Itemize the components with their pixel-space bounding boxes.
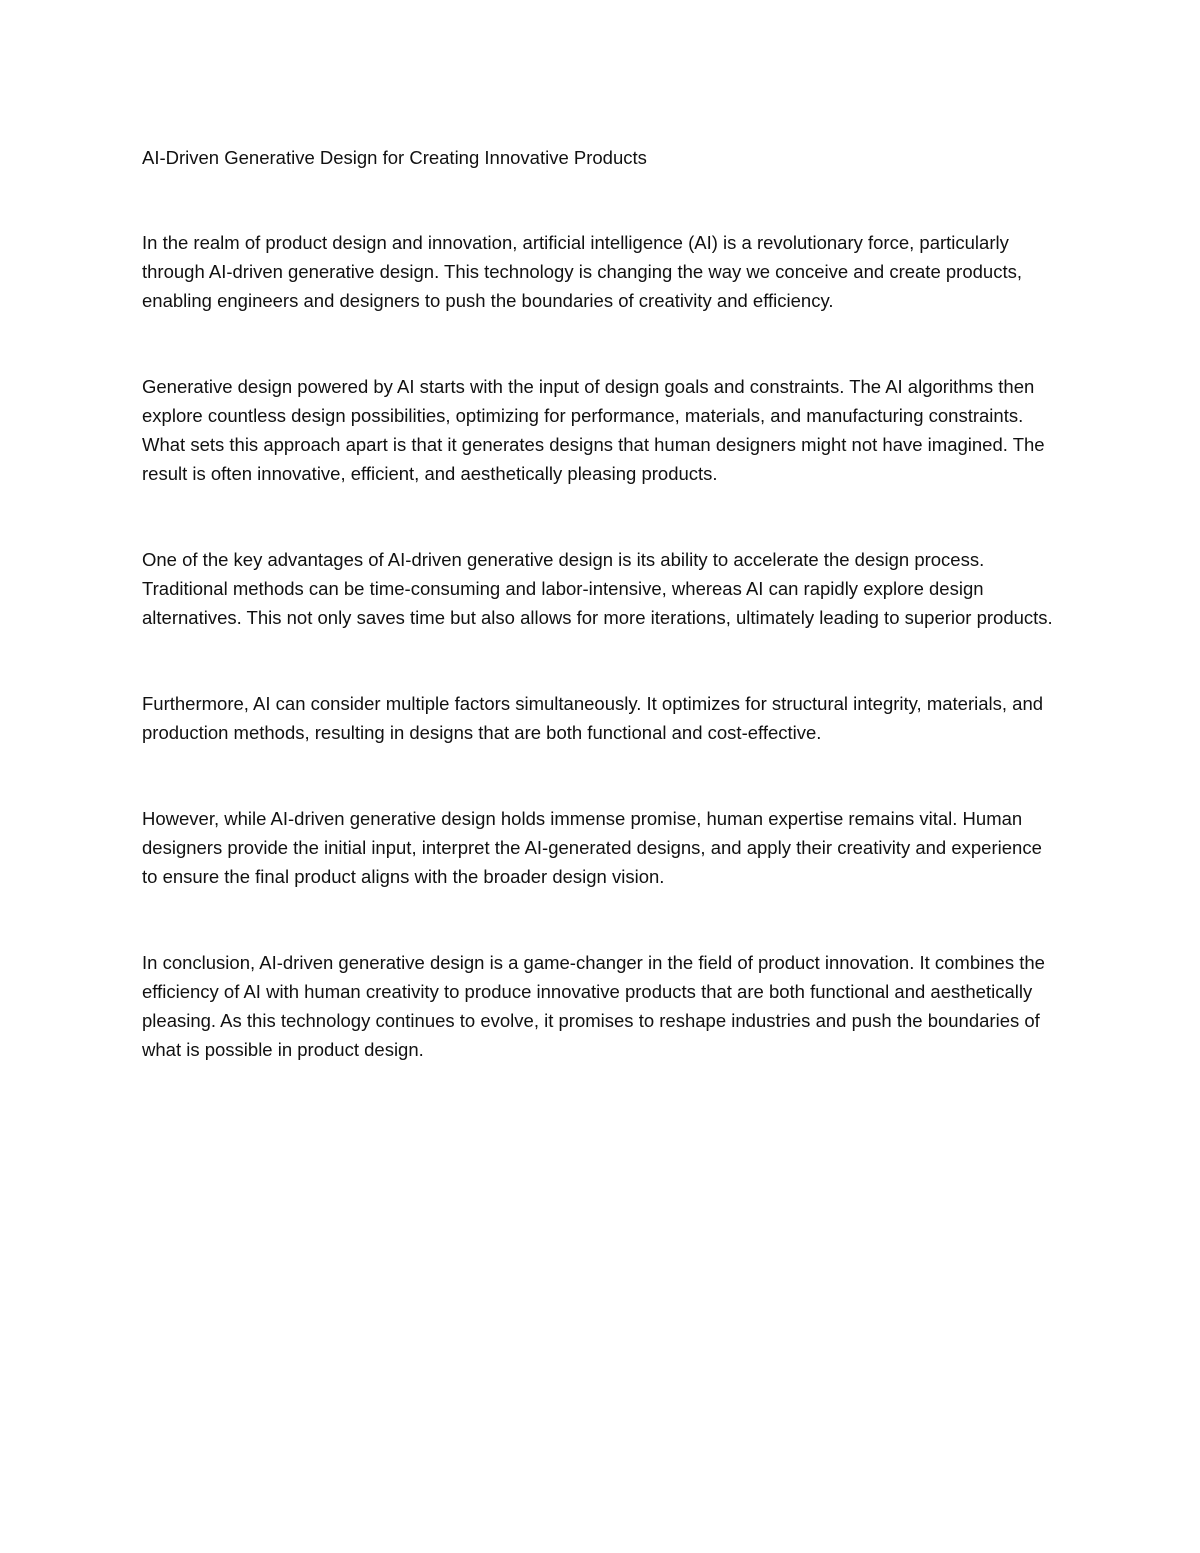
paragraph-how-it-works: Generative design powered by AI starts with the input of design goals and constraints. The AI algorithms then explore countless design possibilities, optimizing for performance, materials, and manufacturing constraints. What sets this approach apart is that it generates designs that human designers might not have imagined. The result is often innovative, efficient, and aesthetically pleasing products. <box>142 376 1045 484</box>
paragraph-conclusion: In conclusion, AI-driven generative design is a game-changer in the field of product innovation. It combines the efficiency of AI with human creativity to produce innovative products that are both functional and aesthetically pleasing. As this technology continues to evolve, it promises to reshape industries and push the boundaries of what is possible in product design. <box>142 952 1045 1060</box>
document-body <box>142 143 1062 1064</box>
paragraph-intro: In the realm of product design and innovation, artificial intelligence (AI) is a revolutionary force, particularly through AI-driven generative design. This technology is changing the way we conceive and create products, enabling engineers and designers to push the boundaries of creativity and efficiency. <box>142 232 1022 311</box>
document-title: AI-Driven Generative Design for Creating Innovative Products <box>142 147 647 168</box>
paragraph-advantages: One of the key advantages of AI-driven generative design is its ability to accelerate the design process. Traditional methods can be time-consuming and labor-intensive, whereas AI can rapidly explore design alternatives. This not only saves time but also allows for more iterations, ultimately leading to superior products. <box>142 549 1053 628</box>
paragraph-multiple-factors: Furthermore, AI can consider multiple factors simultaneously. It optimizes for structural integrity, materials, and production methods, resulting in designs that are both functional and cost-effective. <box>142 693 1044 743</box>
paragraph-human-expertise: However, while AI-driven generative design holds immense promise, human expertise remains vital. Human designers provide the initial input, interpret the AI-generated designs, and apply their creativity and experience to ensure the final product aligns with the broader design vision. <box>142 808 1042 887</box>
